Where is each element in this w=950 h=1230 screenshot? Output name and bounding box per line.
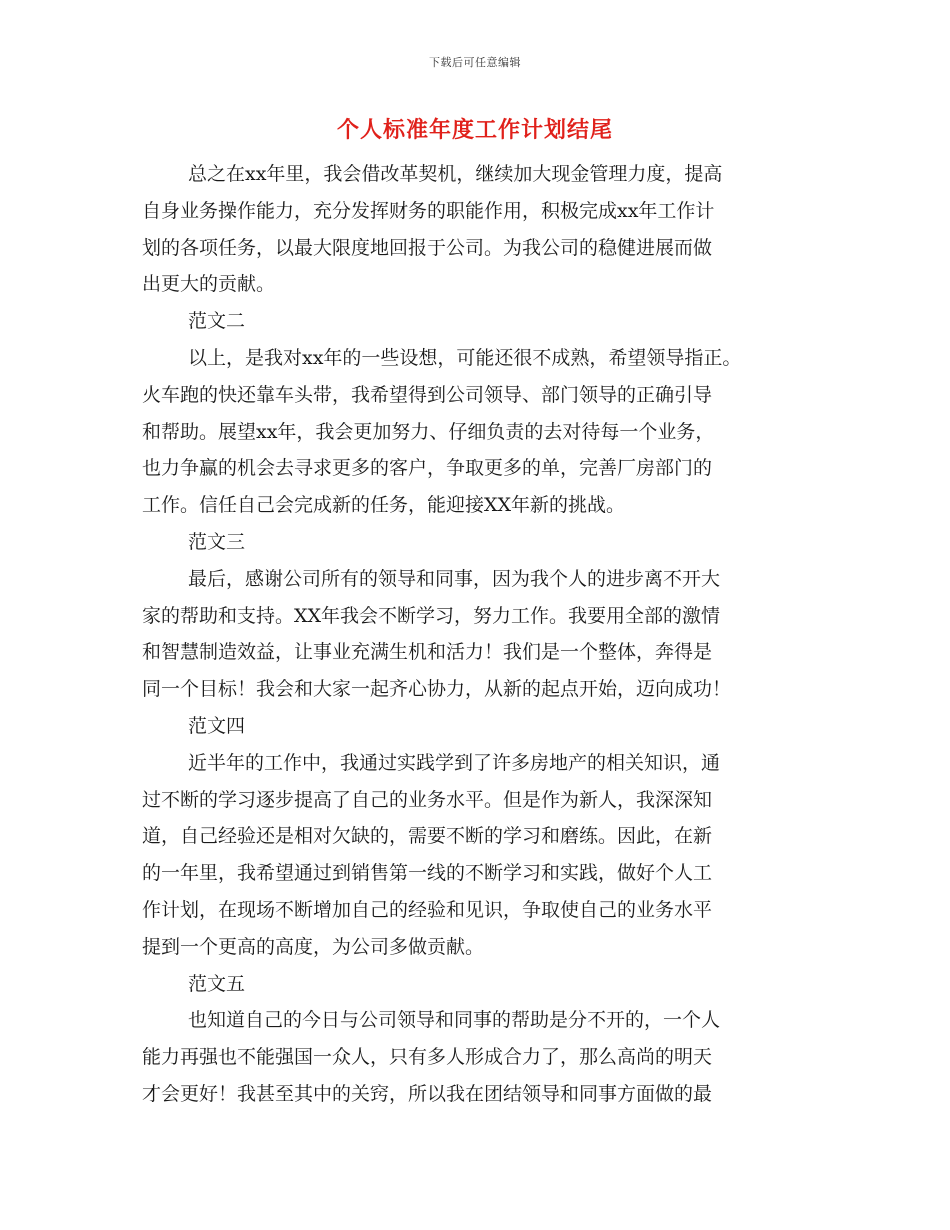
text-line: 以上，是我对xx年的一些设想，可能还很不成熟，希望领导指正。 [188, 346, 742, 369]
text-line: 最后，感谢公司所有的领导和同事，因为我个人的进步离不开大 [188, 567, 721, 590]
text-line: 自身业务操作能力，充分发挥财务的职能作用，积极完成xx年工作计 [142, 199, 715, 222]
text-line: 和帮助。展望xx年，我会更加努力、仔细负责的去对待每一个业务， [142, 420, 715, 443]
document-body [142, 156, 822, 1113]
text-line: 工作。信任自己会完成新的任务，能迎接XX年新的挑战。 [142, 494, 626, 517]
text-line: 范文三 [188, 530, 246, 553]
text-line: 能力再强也不能强国一众人，只有多人形成合力了，那么高尚的明天 [142, 1046, 713, 1069]
text-line: 道，自己经验还是相对欠缺的，需要不断的学习和磨练。因此，在新 [142, 825, 713, 848]
text-line: 火车跑的快还靠车头带，我希望得到公司领导、部门领导的正确引导 [142, 383, 713, 406]
text-line: 提到一个更高的高度，为公司多做贡献。 [142, 935, 485, 958]
text-line: 范文五 [188, 972, 246, 995]
text-line: 才会更好！我甚至其中的关窍，所以我在团结领导和同事方面做的最 [142, 1082, 713, 1105]
text-line: 总之在xx年里，我会借改革契机，继续加大现金管理力度，提高 [188, 163, 723, 185]
text-line: 近半年的工作中，我通过实践学到了许多房地产的相关知识，通 [188, 751, 721, 774]
text-line: 也力争赢的机会去寻求更多的客户，争取更多的单，完善厂房部门的 [142, 457, 713, 480]
text-line: 范文四 [188, 714, 246, 737]
text-line: 出更大的贡献。 [142, 273, 276, 296]
text-line: 也知道自己的今日与公司领导和同事的帮助是分不开的，一个人 [188, 1009, 721, 1032]
text-line: 划的各项任务，以最大限度地回报于公司。为我公司的稳健进展而做 [142, 236, 713, 259]
text-line: 作计划，在现场不断增加自己的经验和见识，争取使自己的业务水平 [142, 898, 713, 921]
text-line: 过不断的学习逐步提高了自己的业务水平。但是作为新人，我深深知 [142, 788, 713, 811]
text-line: 同一个目标！我会和大家一起齐心协力，从新的起点开始，迈向成功！ [142, 678, 732, 701]
text-line: 和智慧制造效益，让事业充满生机和活力！我们是一个整体，奔得是 [142, 641, 713, 664]
header-note: 下载后可任意编辑 [429, 56, 521, 69]
text-line: 的一年里，我希望通过到销售第一线的不断学习和实践，做好个人工 [142, 862, 713, 885]
document-title: 个人标准年度工作计划结尾 [336, 117, 613, 143]
text-line: 家的帮助和支持。XX年我会不断学习，努力工作。我要用全部的激情 [142, 604, 721, 627]
text-line: 范文二 [188, 310, 246, 333]
